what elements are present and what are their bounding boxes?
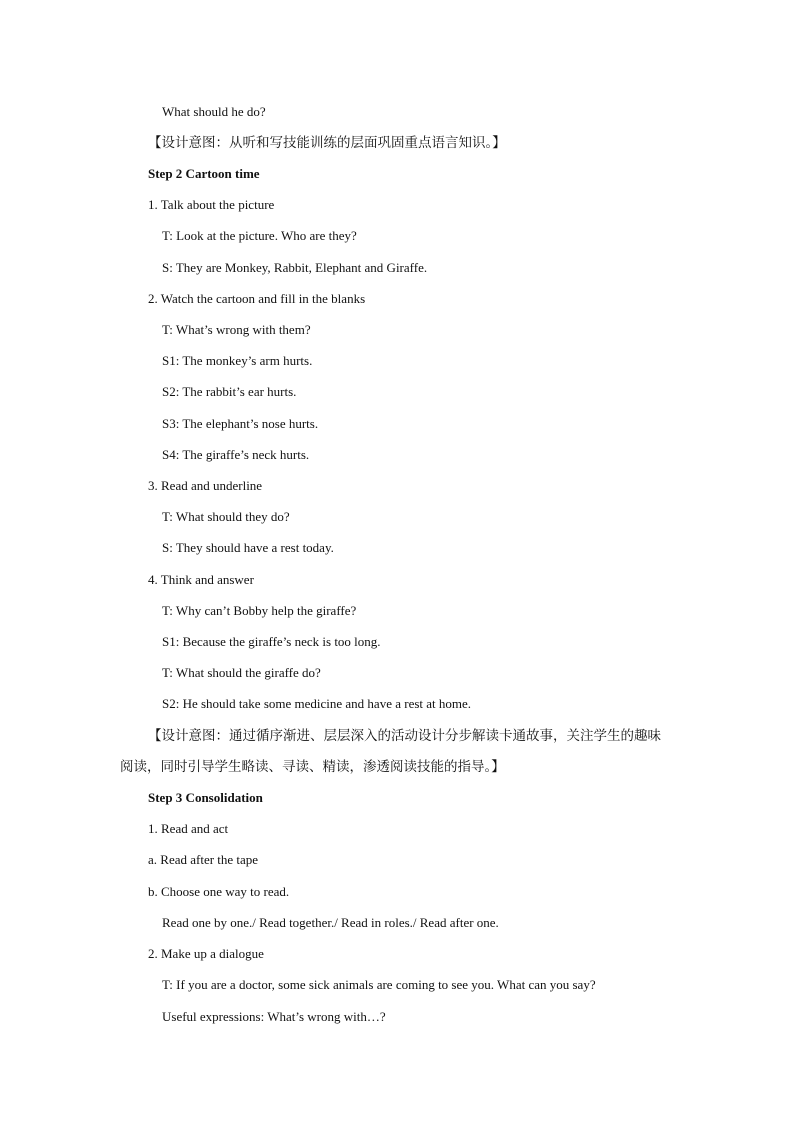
activity-item: 1. Talk about the picture <box>148 197 275 212</box>
dialogue-line: S1: Because the giraffe’s neck is too long. <box>162 634 381 649</box>
activity-item: 3. Read and underline <box>148 478 263 493</box>
text-line: What should he do? <box>162 104 266 119</box>
step-heading: Step 3 Consolidation <box>148 790 263 805</box>
dialogue-line: T: Look at the picture. Who are they? <box>162 228 357 243</box>
design-intent-note: 【设计意图：从听和写技能训练的层面巩固重点语言知识。】 <box>148 135 506 151</box>
activity-subitem: b. Choose one way to read. <box>148 884 290 899</box>
dialogue-line: T: If you are a doctor, some sick animals are coming to see you. What can you say? <box>162 977 596 992</box>
dialogue-line: T: What’s wrong with them? <box>162 322 311 337</box>
activity-item: 4. Think and answer <box>148 572 254 587</box>
text-line: Read one by one./ Read together./ Read in roles./ Read after one. <box>162 915 499 930</box>
design-intent-note-continued: 阅读，同时引导学生略读、寻读、精读，渗透阅读技能的指导。】 <box>120 759 505 775</box>
dialogue-line: S2: He should take some medicine and have a rest at home. <box>162 696 472 711</box>
dialogue-line: S1: The monkey’s arm hurts. <box>162 353 313 368</box>
dialogue-line: S3: The elephant’s nose hurts. <box>162 416 319 431</box>
text-line: Useful expressions: What’s wrong with…? <box>162 1009 386 1024</box>
dialogue-line: S: They are Monkey, Rabbit, Elephant and Giraffe. <box>162 260 428 275</box>
dialogue-line: S4: The giraffe’s neck hurts. <box>162 447 310 462</box>
design-intent-note: 【设计意图：通过循序渐进、层层深入的活动设计分步解读卡通故事，关注学生的趣味 <box>148 728 661 744</box>
activity-item: 2. Make up a dialogue <box>148 946 264 961</box>
step-heading: Step 2 Cartoon time <box>148 166 260 181</box>
activity-item: 2. Watch the cartoon and fill in the blanks <box>148 291 366 306</box>
dialogue-line: T: Why can’t Bobby help the giraffe? <box>162 603 357 618</box>
dialogue-line: S: They should have a rest today. <box>162 540 334 555</box>
dialogue-line: S2: The rabbit’s ear hurts. <box>162 384 297 399</box>
dialogue-line: T: What should the giraffe do? <box>162 665 321 680</box>
activity-subitem: a. Read after the tape <box>148 852 259 867</box>
dialogue-line: T: What should they do? <box>162 509 290 524</box>
activity-item: 1. Read and act <box>148 821 229 836</box>
